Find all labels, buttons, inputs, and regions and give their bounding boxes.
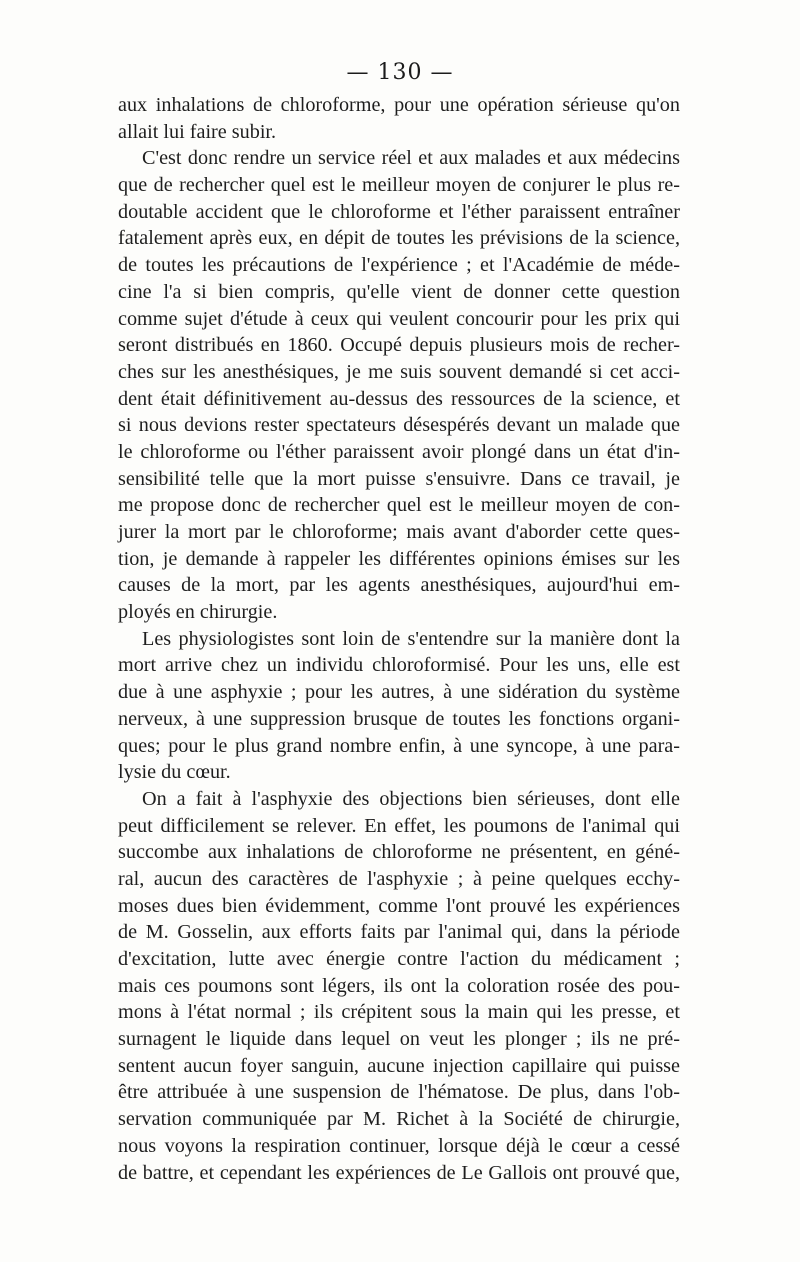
- text-line: me propose donc de rechercher quel est le meilleur moyen de con-: [118, 494, 680, 517]
- text-line: succombe aux inhalations de chloroforme ne présentent, en géné-: [118, 841, 680, 864]
- text-line: ques; pour le plus grand nombre enfin, à une syncope, à une para-: [118, 734, 680, 757]
- text-line: ches sur les anesthésiques, je me suis souvent demandé si cet acci-: [118, 360, 680, 383]
- text-line: On a fait à l'asphyxie des objections bien sérieuses, dont elle: [142, 787, 680, 810]
- text-line: peut difficilement se relever. En effet, les poumons de l'animal qui: [118, 814, 680, 837]
- text-line: aux inhalations de chloroforme, pour une opération sérieuse qu'on: [118, 94, 680, 116]
- text-line: doutable accident que le chloroforme et l'éther paraissent entraîner: [118, 200, 680, 223]
- text-line: surnagent le liquide dans lequel on veut les plonger ; ils ne pré-: [118, 1028, 680, 1051]
- text-line: être attribuée à une suspension de l'hématose. De plus, dans l'ob-: [118, 1081, 680, 1104]
- text-line: jurer la mort par le chloroforme; mais avant d'aborder cette ques-: [118, 521, 680, 543]
- text-line: C'est donc rendre un service réel et aux malades et aux médecins: [142, 147, 680, 170]
- page-number: — 130 —: [346, 60, 454, 85]
- text-line: mons à l'état normal ; ils crépitent sous la main qui les presse, et: [118, 1001, 680, 1024]
- text-line: sensibilité telle que la mort puisse s'ensuivre. Dans ce travail, je: [118, 467, 680, 490]
- text-line: sentent aucun foyer sanguin, aucune injection capillaire qui puisse: [118, 1054, 680, 1077]
- text-line: ployés en chirurgie.: [118, 601, 278, 624]
- text-line: ral, aucun des caractères de l'asphyxie ; à peine quelques ecchy-: [118, 867, 680, 890]
- body-text: [118, 92, 680, 1186]
- text-line: cine l'a si bien compris, qu'elle vient de donner cette question: [118, 280, 680, 303]
- text-line: d'excitation, lutte avec énergie contre l'action du médicament ;: [118, 948, 680, 970]
- text-line: de toutes les précautions de l'expérience ; et l'Académie de méde-: [118, 254, 680, 277]
- text-line: lysie du cœur.: [118, 761, 231, 784]
- text-line: de M. Gosselin, aux efforts faits par l'animal qui, dans la période: [118, 921, 680, 944]
- text-line: nous voyons la respiration continuer, lorsque déjà le cœur a cessé: [118, 1134, 680, 1157]
- text-line: allait lui faire subir.: [118, 120, 277, 143]
- text-line: de battre, et cependant les expériences de Le Gallois ont prouvé que,: [118, 1161, 680, 1184]
- text-line: le chloroforme ou l'éther paraissent avoir plongé dans un état d'in-: [118, 440, 680, 463]
- text-line: mais ces poumons sont légers, ils ont la coloration rosée des pou-: [118, 974, 680, 997]
- text-line: causes de la mort, par les agents anesthésiques, aujourd'hui em-: [118, 574, 680, 597]
- text-line: seront distribués en 1860. Occupé depuis plusieurs mois de recher-: [118, 334, 680, 357]
- text-line: que de rechercher quel est le meilleur moyen de conjurer le plus re-: [118, 174, 680, 197]
- text-line: nerveux, à une suppression brusque de toutes les fonctions organi-: [118, 707, 680, 730]
- text-line: moses dues bien évidemment, comme l'ont prouvé les expériences: [118, 894, 680, 917]
- text-line: Les physiologistes sont loin de s'entendre sur la manière dont la: [142, 627, 680, 650]
- text-line: comme sujet d'étude à ceux qui veulent concourir pour les prix qui: [118, 307, 680, 330]
- text-line: dent était définitivement au-dessus des ressources de la science, et: [118, 387, 680, 410]
- text-line: fatalement après eux, en dépit de toutes les prévisions de la science,: [118, 227, 680, 250]
- text-line: due à une asphyxie ; pour les autres, à une sidération du système: [118, 681, 680, 704]
- text-line: mort arrive chez un individu chloroformisé. Pour les uns, elle est: [118, 654, 680, 677]
- text-line: servation communiquée par M. Richet à la Société de chirurgie,: [118, 1108, 680, 1131]
- text-line: tion, je demande à rappeler les différentes opinions émises sur les: [118, 547, 680, 570]
- text-line: si nous devions rester spectateurs désespérés devant un malade que: [118, 414, 680, 437]
